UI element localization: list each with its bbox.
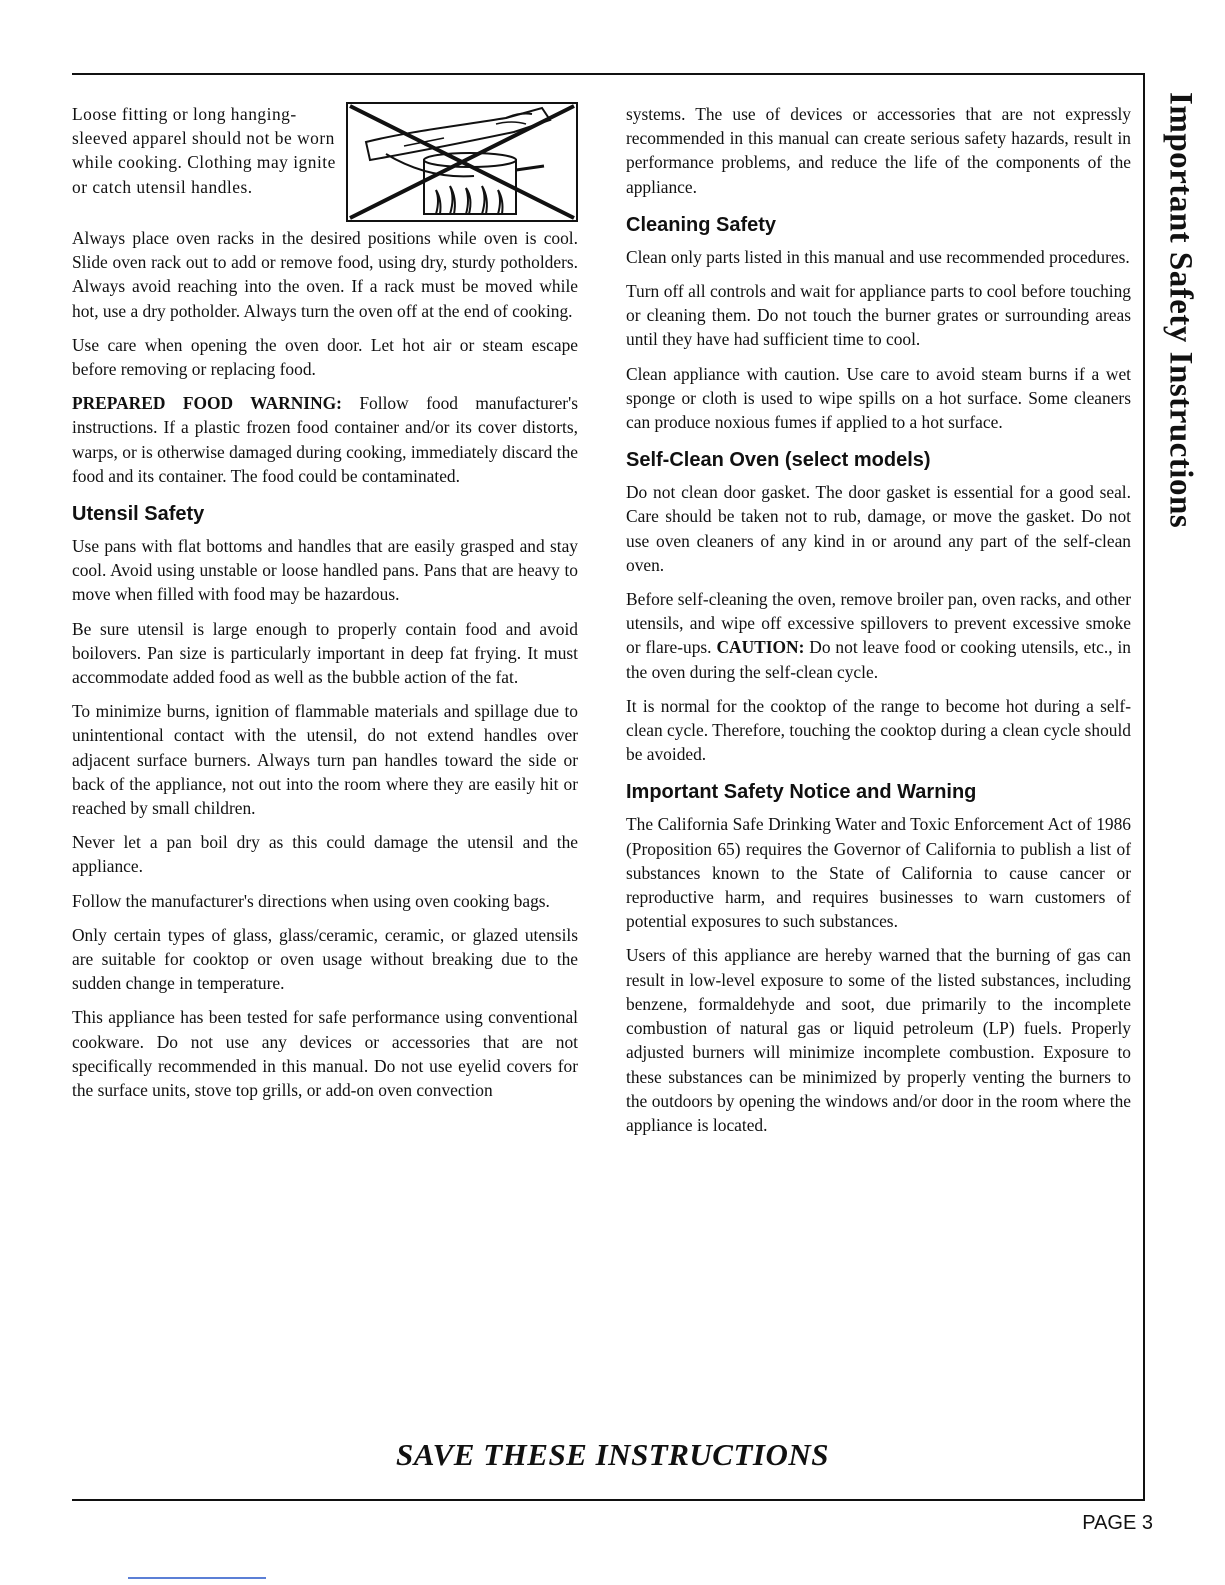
cleaning-paragraph-3: Clean appliance with caution. Use care to avoid steam burns if a wet sponge or cloth is used to wipe spills on a hot surface. Some cleaners can produce noxious fumes if applied to a hot surface. [626,363,1131,433]
apparel-warning [72,102,578,222]
notice-paragraph-1: The California Safe Drinking Water and Toxic Enforcement Act of 1986 (Proposition 65) requires the Governor of California to publish a list of substances known to the State of California to cause cancer or reproductive harm, and requires businesses to warn customers of potential exposures to such substances. [626,814,1131,932]
utensil-paragraph-1: Use pans with flat bottoms and handles that are easily grasped and stay cool. Avoid using unstable or loose handled pans. Pans that are heavy to move when filled with food may be hazardous. [72,536,578,605]
prepared-food-text: Follow food manufacturer's instructions. If a plastic frozen food container and/or its cover distorts, warps, or is otherwise damaged during cooking, immediately discard the food and its container. The food could be contaminated. [72,393,578,486]
utensil-paragraph-5: Follow the manufacturer's directions when using oven cooking bags. [72,890,550,911]
prepared-food-label: PREPARED FOOD WARNING: [72,393,342,414]
side-title-text: Important Safety Instructions [1162,91,1199,529]
safety-notice-heading: Important Safety Notice and Warning [626,781,977,804]
oven-racks-paragraph: Always place oven racks in the desired positions while oven is cool. Slide oven rack out to add or remove food, using dry, sturdy potholders. Always avoid reaching into the oven. If a rack must be moved while hot, use a dry potholder. Always turn the oven off at the end of cooking. [72,228,578,321]
save-instructions-footer: SAVE THESE INSTRUCTIONS [396,1437,829,1472]
self-clean-paragraph-2-text: Before self-cleaning the oven, remove broiler pan, oven racks, and other utensils, and wipe off excessive spillovers to prevent excessive smoke or flare-ups. [626,589,1131,658]
prepared-food-warning [72,391,578,488]
utensil-safety-heading: Utensil Safety [72,503,205,526]
cleaning-paragraph-1: Clean only parts listed in this manual and use recommended procedures. [626,246,1130,267]
cleaning-safety-heading: Cleaning Safety [626,213,777,236]
left-column [72,102,578,1112]
caution-text: Do not leave food or cooking utensils, etc., in the oven during the self-clean cycle. [626,637,1131,682]
continued-paragraph: systems. The use of devices or accessories that are not expressly recommended in this manual can create serious safety hazards, result in performance problems, and reduce the life of the components of the appliance. [626,104,1131,197]
utensil-paragraph-7: This appliance has been tested for safe performance using conventional cookware. Do not use any devices or accessories that are not specifically recommended in this manual. Do not use eyelid covers for the surface units, stove top grills, or add-on oven convection [72,1007,578,1101]
self-clean-paragraph-1: Do not clean door gasket. The door gasket is essential for a good seal. Care should be taken not to rub, damage, or move the gasket. Do not use oven cleaners of any kind in or around any part of the self-clean oven. [626,482,1131,575]
right-column [626,102,1131,1147]
notice-paragraph-2: Users of this appliance are hereby warned that the burning of gas can result in low-level exposure to some of the listed substances, including benzene, formaldehyde and soot, due primarily to the incomplete combustion of natural gas or liquid petroleum (LP) fuels. Properly adjusted burners will minimize incomplete combustion. Exposure to these substances can be minimized by properly venting the burners to the outdoors by opening the windows and/or door in the room where the appliance is located. [626,945,1131,1135]
utensil-paragraph-4: Never let a pan boil dry as this could damage the utensil and the appliance. [72,832,578,877]
apparel-text: Loose fitting or long hanging-sleeved apparel should not be worn while cooking. Clothing may ignite or catch utensil handles. [72,104,336,197]
page-number: PAGE 3 [1082,1512,1153,1534]
caution-label: CAUTION: [716,637,805,658]
oven-door-paragraph: Use care when opening the oven door. Let hot air or steam escape before removing or replacing food. [72,334,578,380]
no-loose-sleeves-illustration [346,102,578,222]
right-rule [1143,73,1145,1501]
side-title [1152,90,1208,530]
bottom-rule [72,1499,1145,1501]
self-clean-paragraph-3: It is normal for the cooktop of the range to become hot during a self-clean cycle. Therefore, touching the cooktop during a clean cycle should be avoided. [626,695,1131,765]
utensil-paragraph-3: To minimize burns, ignition of flammable materials and spillage due to unintentional contact with the utensil, do not extend handles over adjacent surface burners. Always turn pan handles toward the side or back of the appliance, not out into the room where they are easily hit or reached by small children. [72,701,578,819]
utensil-paragraph-6: Only certain types of glass, glass/ceramic, ceramic, or glazed utensils are suitable for cooktop or oven usage without breaking due to the sudden change in temperature. [72,924,578,994]
cleaning-paragraph-2: Turn off all controls and wait for appliance parts to cool before touching or cleaning them. Do not touch the burner grates or surrounding areas until they have had sufficient time to cool. [626,281,1131,350]
utensil-paragraph-2: Be sure utensil is large enough to properly contain food and avoid boilovers. Pan size is particularly important in deep fat frying. It must accommodate added food as well as the bubble action of the fat. [72,618,578,688]
top-rule [72,73,1145,75]
self-clean-paragraph-2 [626,587,1131,684]
scan-artifact-bar [128,1577,266,1579]
self-clean-heading: Self-Clean Oven (select models) [626,449,931,472]
